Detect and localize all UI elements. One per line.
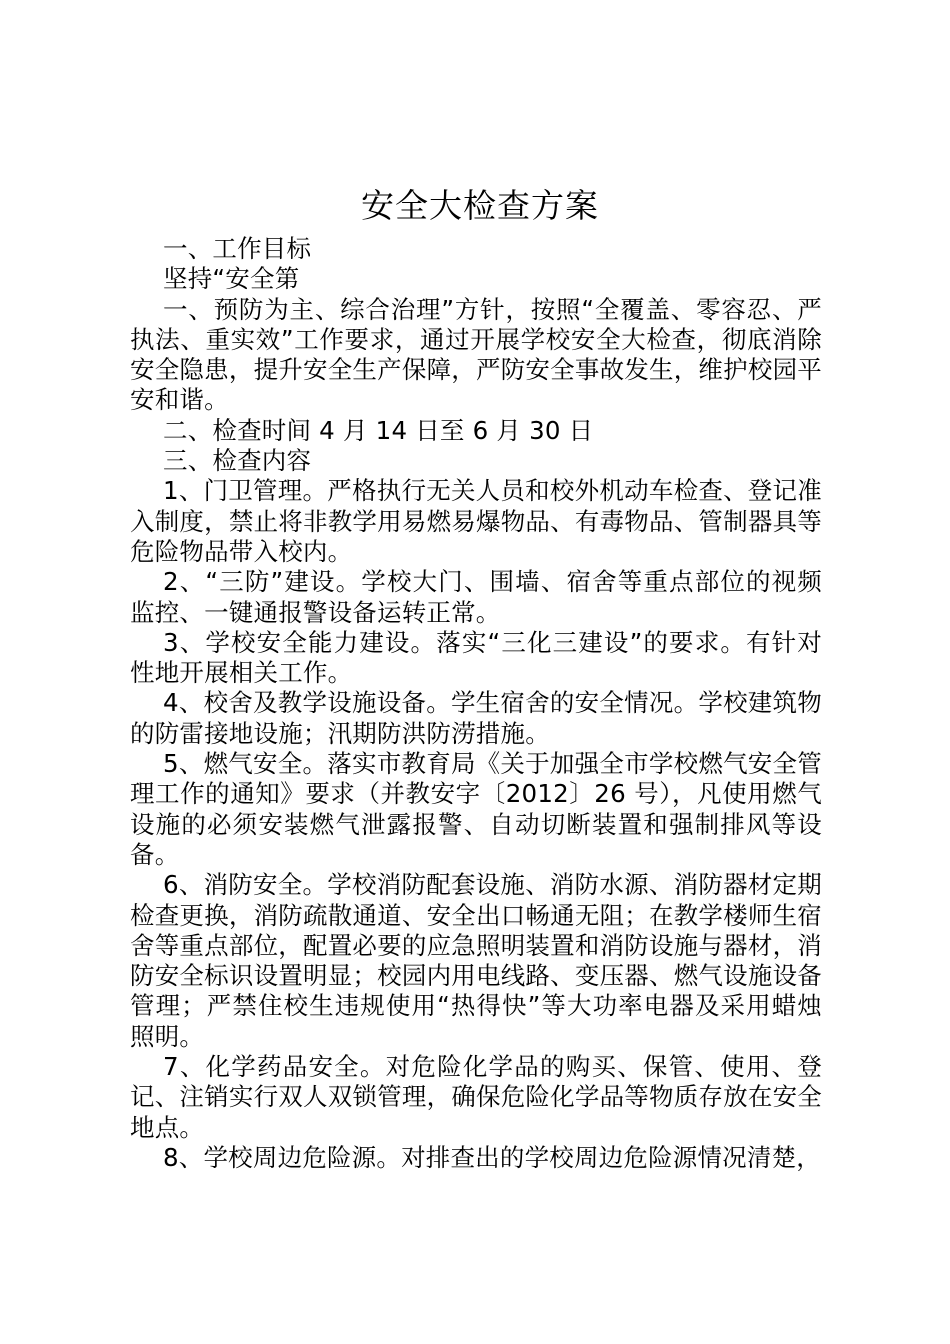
paragraph-item-7: 7、化学药品安全。对危险化学品的购买、保管、使用、登记、注销实行双人双锁管理，确保危险化学品等物质存放在安全地点。	[130, 1052, 822, 1142]
paragraph-section-1-heading: 一、工作目标	[163, 234, 312, 263]
document-title: 安全大检查方案	[361, 186, 599, 225]
paragraph-section-3-heading: 三、检查内容	[163, 446, 312, 476]
paragraph-item-6: 6、消防安全。学校消防配套设施、消防水源、消防器材定期检查更换，消防疏散通道、安全出口畅通无阻；在教学楼师生宿舍等重点部位，配置必要的应急照明装置和消防设施与器材，消防安全标识设置明显；校园内用电线路、变压器、燃气设施设备管理；严禁住校生违规使用“热得快”等大功率电器及采用蜡烛照明。	[130, 870, 822, 1051]
paragraph-item-1: 1、门卫管理。严格执行无关人员和校外机动车检查、登记准入制度，禁止将非教学用易燃易爆物品、有毒物品、管制器具等危险物品带入校内。	[130, 476, 822, 566]
paragraph-section-1-line-1: 坚持“安全第	[163, 264, 300, 294]
paragraph-item-5: 5、燃气安全。落实市教育局《关于加强全市学校燃气安全管理工作的通知》要求（并教安字〔2012〕26 号），凡使用燃气设施的必须安装燃气泄露报警、自动切断装置和强制排风等设备。	[130, 749, 822, 869]
paragraph-section-1-goal: 一、预防为主、综合治理”方针，按照“全覆盖、零容忍、严执法、重实效”工作要求，通过开展学校安全大检查，彻底消除安全隐患，提升安全生产保障，严防安全事故发生，维护校园平安和谐。	[130, 294, 822, 415]
document-body	[130, 234, 822, 1173]
paragraph-item-3: 3、学校安全能力建设。落实“三化三建设”的要求。有针对性地开展相关工作。	[130, 627, 822, 688]
paragraph-item-2: 2、“三防”建设。学校大门、围墙、宿舍等重点部位的视频监控、一键通报警设备运转正常。	[130, 567, 822, 627]
paragraph-item-8: 8、学校周边危险源。对排查出的学校周边危险源情况清楚，	[163, 1142, 821, 1172]
paragraph-section-2-time: 二、检查时间 4 月 14 日至 6 月 30 日	[163, 415, 594, 445]
paragraph-item-4: 4、校舍及教学设施设备。学生宿舍的安全情况。学校建筑物的防雷接地设施；汛期防洪防涝措施。	[130, 688, 822, 748]
